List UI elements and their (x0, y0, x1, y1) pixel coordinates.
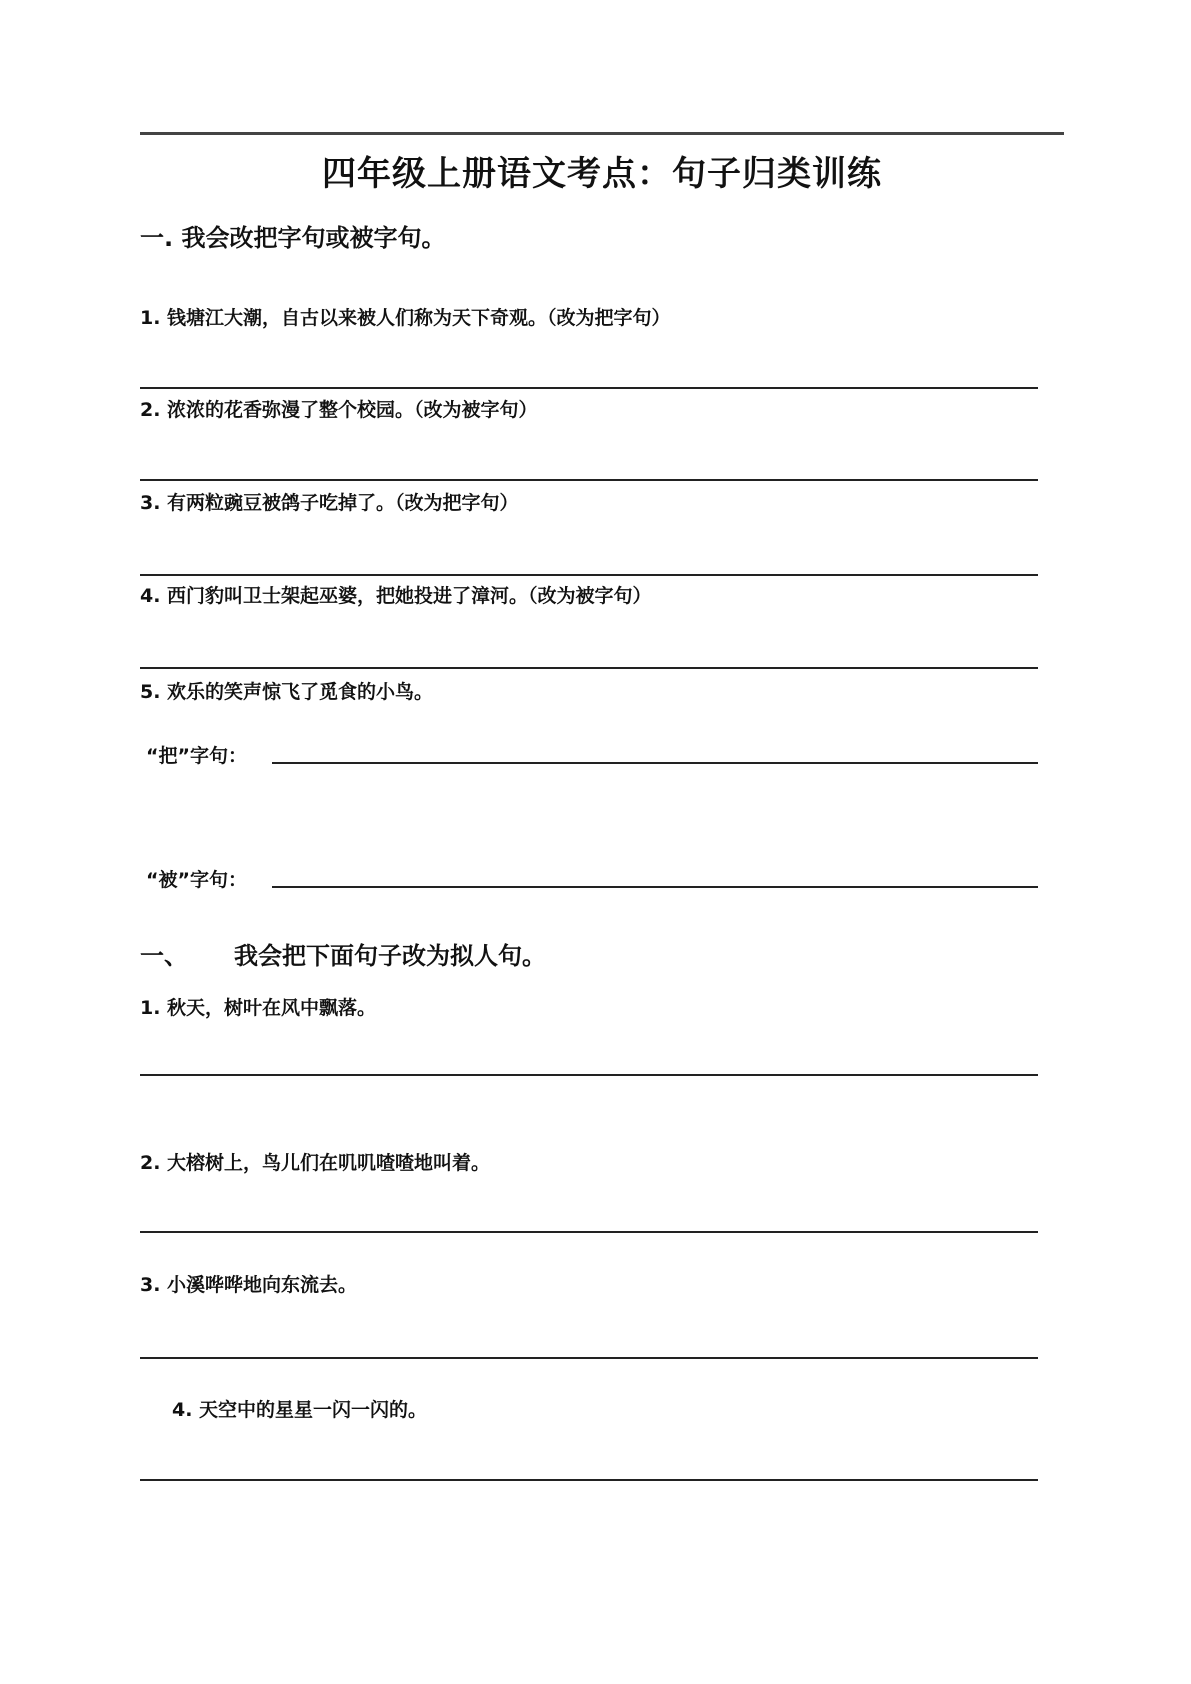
answer-line-s2-q4[interactable] (140, 1479, 1038, 1481)
page-title: 四年级上册语文考点：句子归类训练 (322, 154, 882, 194)
section2-question-1: 1. 秋天，树叶在风中飘落。 (140, 997, 377, 1019)
answer-line-s1-q1[interactable] (140, 387, 1038, 389)
answer-line-bei-sentence[interactable] (272, 886, 1038, 888)
answer-line-s1-q4[interactable] (140, 667, 1038, 669)
section2-heading (140, 940, 546, 972)
section1-question-1: 1. 钱塘江大潮，自古以来被人们称为天下奇观。（改为把字句） (140, 307, 671, 329)
header-rule (140, 132, 1064, 135)
answer-line-ba-sentence[interactable] (272, 762, 1038, 764)
answer-line-s2-q3[interactable] (140, 1357, 1038, 1359)
answer-line-s1-q3[interactable] (140, 574, 1038, 576)
section2-question-4: 4. 天空中的星星一闪一闪的。 (172, 1399, 428, 1421)
section1-question-4: 4. 西门豹叫卫士架起巫婆，把她投进了漳河。（改为被字句） (140, 585, 652, 607)
section2-heading-number: 一、 (140, 942, 188, 970)
answer-line-s2-q2[interactable] (140, 1231, 1038, 1233)
section2-question-2: 2. 大榕树上，鸟儿们在叽叽喳喳地叫着。 (140, 1152, 491, 1174)
section1-question-5: 5. 欢乐的笑声惊飞了觅食的小鸟。 (140, 681, 434, 703)
answer-line-s1-q2[interactable] (140, 479, 1038, 481)
section2-question-3: 3. 小溪哗哗地向东流去。 (140, 1274, 358, 1296)
section1-heading: 一. 我会改把字句或被字句。 (140, 224, 446, 252)
answer-line-s2-q1[interactable] (140, 1074, 1038, 1076)
bei-sentence-label: “被”字句： (146, 869, 247, 891)
ba-sentence-label: “把”字句： (146, 745, 247, 767)
section2-heading-text: 我会把下面句子改为拟人句。 (234, 942, 546, 970)
section1-question-2: 2. 浓浓的花香弥漫了整个校园。（改为被字句） (140, 399, 538, 421)
section1-question-3: 3. 有两粒豌豆被鸽子吃掉了。（改为把字句） (140, 492, 519, 514)
